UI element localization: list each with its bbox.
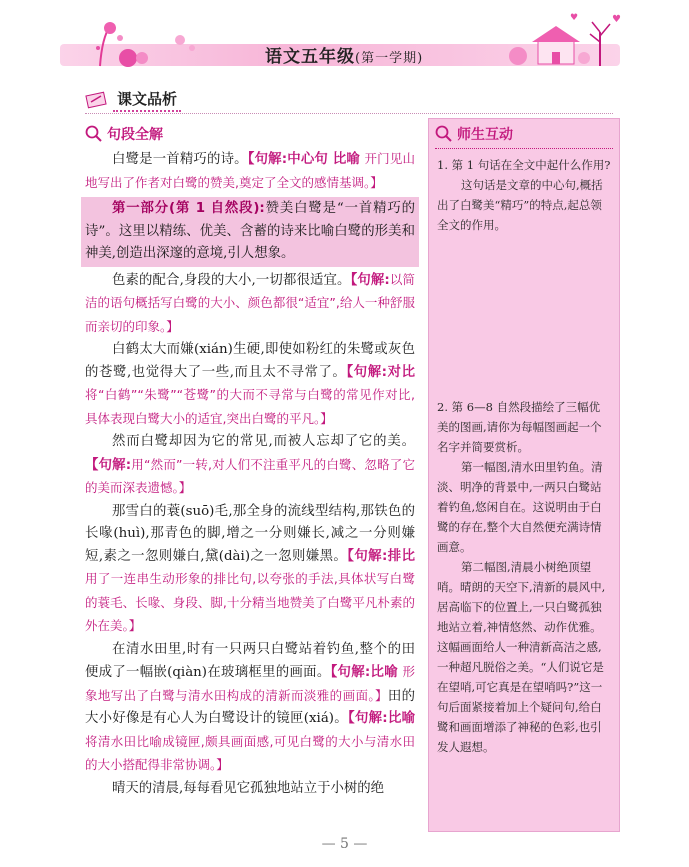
left-column <box>85 123 415 800</box>
left-flower-decoration-icon <box>80 18 210 70</box>
magnifier-icon <box>85 125 103 143</box>
section-divider <box>85 113 613 114</box>
right-house-tree-decoration-icon <box>500 12 630 72</box>
right-divider <box>435 148 613 149</box>
paragraph-7: 晴天的清晨,每每看见它孤独地站立于小树的绝 <box>112 780 385 796</box>
right-panel <box>428 118 620 832</box>
answer-space <box>429 235 619 397</box>
page-number: — 5 — <box>321 836 368 852</box>
svg-text:♥: ♥ <box>612 14 621 25</box>
part-summary-highlight: 第一部分(第 1 自然段):赞美白鹭是“一首精巧的诗”。这里以精练、优美、含蓄的诗来比喻白鹭的形美和神美,创造出深邃的意境,引人想象。 <box>81 197 419 267</box>
section-label: 课文品析 <box>85 88 181 112</box>
paragraph-1: 白鹭是一首精巧的诗。【句解:中心句 比喻 开门见山地写出了作者对白鹭的赞美,奠定了全文的感情基调。】 <box>85 151 415 190</box>
paragraph-5: 那雪白的蓑(suō)毛,那全身的流线型结构,那铁色的长喙(huì),那青色的脚,增之一分则嫌长,减之一分则嫌短,素之一忽则嫌白,黛(dài)之一忽则嫌黑。【句解:排比 用了一连串生动形象的排比句,以夸张的手法,具体状写白鹭的蓑毛、长喙、身段、脚,十分精当地赞美了白鹭平凡朴素的外在美。】 <box>85 503 415 633</box>
paragraph-6: 在清水田里,时有一只两只白鹭站着钓鱼,整个的田便成了一幅嵌(qiàn)在玻璃框里的画面。【句解:比喻 形象地写出了白鹭与清水田构成的清新而淡雅的画面。】田的大小好像是有心人为白鹭设计的镜匣(xiá)。【句解:比喻 将清水田比喻成镜匣,颇具画面感,可见白鹭的大小与清水田的大小搭配得非常协调。】 <box>85 641 416 772</box>
answer-1: 这句话是文章的中心句,概括出了白鹭美“精巧”的特点,起总领全文的作用。 <box>437 178 603 232</box>
question-1: 1. 第 1 句话在全文中起什么作用? <box>437 158 611 172</box>
right-heading: 师生互动 <box>429 123 619 145</box>
svg-text:♥: ♥ <box>570 13 579 23</box>
paragraph-3: 白鹤太大而嫌(xián)生硬,即使如粉红的朱鹭或灰色的苍鹭,也觉得大了一些,而且太不寻常了。【句解:对比 将“白鹤”“朱鹭”“苍鹭”的大而不寻常与白鹭的常见作对比,具体表现白鹭大小的适宜,突出白鹭的平凡。】 <box>85 342 415 426</box>
paragraph-2: 色素的配合,身段的大小,一切都很适宜。【句解:以简洁的语句概括写白鹭的大小、颜色都很“适宜”,给人一种舒服而亲切的印象。】 <box>85 271 415 334</box>
answer-2b: 第二幅图,清晨小树绝顶望哨。晴朗的天空下,清新的晨风中,居高临下的位置上,一只白鹭孤独地站立着,神情悠然、动作优雅。这幅画面给人一种清新高洁之感,一种超凡脱俗之美。“人们说它是在望哨,可它真是在望哨吗?”这一句后面紧接着加上个疑问句,给白鹭和画面增添了神秘的色彩,也引发人遐想。 <box>437 560 606 754</box>
question-2: 2. 第 6—8 自然段描绘了三幅优美的图画,请你为每幅图画起一个名字并简要赏析。 <box>437 400 602 454</box>
answer-2a: 第一幅图,清水田里钓鱼。清淡、明净的背景中,一两只白鹭站着钓鱼,悠闲自在。这说明由于白鹭的存在,整个大自然便充满诗情画意。 <box>437 460 603 554</box>
page-header <box>0 0 689 80</box>
left-heading: 句段全解 <box>85 123 415 145</box>
header-title: 语文五年级(第一学期) <box>265 47 424 67</box>
magnifier-icon <box>435 125 453 143</box>
pencil-card-icon <box>85 90 109 110</box>
paragraph-4: 然而白鹭却因为它的常见,而被人忘却了它的美。【句解:用“然而”一转,对人们不注重平凡的白鹭、忽略了它的美而深表遗憾。】 <box>85 434 415 495</box>
